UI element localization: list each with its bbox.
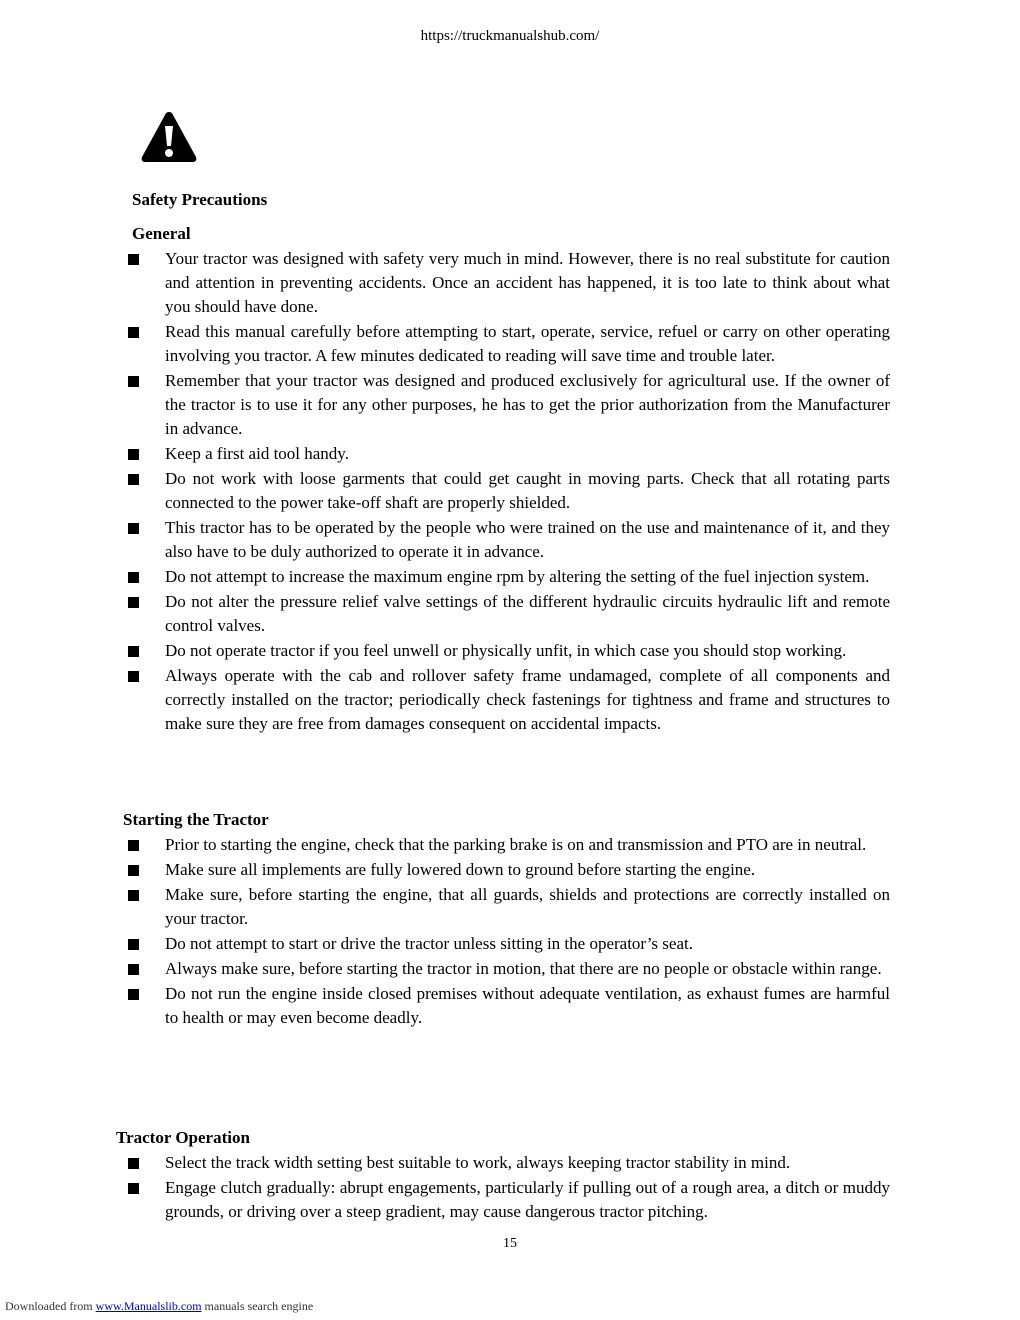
black-square-icon [128,376,139,387]
list-item: Make sure, before starting the engine, that all guards, shields and protections are correctly installed on your tractor. [120,883,890,931]
black-square-icon [128,1158,139,1169]
list-item: Your tractor was designed with safety very much in mind. However, there is no real substitute for caution and attention in preventing accidents. Once an accident has happened, it is too late to think about what you should have done. [120,247,890,319]
manualslib-link[interactable]: www.Manualslib.com [95,1299,202,1313]
black-square-icon [128,865,139,876]
black-square-icon [128,474,139,485]
black-square-icon [128,523,139,534]
list-item: Do not attempt to increase the maximum engine rpm by altering the setting of the fuel injection system. [120,565,890,589]
list-item: Do not attempt to start or drive the tractor unless sitting in the operator’s seat. [120,932,890,956]
list-item: Engage clutch gradually: abrupt engagements, particularly if pulling out of a rough area, a ditch or muddy grounds, or driving over a steep gradient, may cause dangerous tractor pitching. [120,1176,890,1224]
page-number: 15 [503,1236,517,1251]
list-item: Prior to starting the engine, check that the parking brake is on and transmission and PTO are in neutral. [120,833,890,857]
list-item: Do not operate tractor if you feel unwell or physically unfit, in which case you should stop working. [120,639,890,663]
operation-list [120,1151,890,1225]
black-square-icon [128,597,139,608]
footer [5,1299,313,1314]
operation-heading: Tractor Operation [116,1128,250,1147]
list-item: Do not alter the pressure relief valve settings of the different hydraulic circuits hydraulic lift and remote control valves. [120,590,890,638]
warning-triangle-icon [140,110,198,164]
page-title: Safety Precautions [132,190,268,209]
footer-suffix: manuals search engine [201,1299,314,1313]
footer-prefix: Downloaded from [5,1299,96,1313]
starting-list [120,833,890,1031]
list-item: Remember that your tractor was designed and produced exclusively for agricultural use. If the owner of the tractor is to use it for any other purposes, he has to get the prior authorization from the Manufacturer in advance. [120,369,890,441]
list-item: Always operate with the cab and rollover safety frame undamaged, complete of all components and correctly installed on the tractor; periodically check fastenings for tightness and frame and structures to make sure they are free from damages consequent on accidental impacts. [120,664,890,736]
starting-heading: Starting the Tractor [123,810,269,829]
header-url[interactable]: https://truckmanualshub.com/ [420,28,600,44]
black-square-icon [128,890,139,901]
list-item: Keep a first aid tool handy. [120,442,890,466]
list-item: Read this manual carefully before attempting to start, operate, service, refuel or carry on other operating involving you tractor. A few minutes dedicated to reading will save time and trouble later. [120,320,890,368]
black-square-icon [128,646,139,657]
list-item: Always make sure, before starting the tractor in motion, that there are no people or obstacle within range. [120,957,890,981]
general-list [120,247,890,737]
list-item: This tractor has to be operated by the people who were trained on the use and maintenance of it, and they also have to be duly authorized to operate it in advance. [120,516,890,564]
list-item: Do not run the engine inside closed premises without adequate ventilation, as exhaust fumes are harmful to health or may even become deadly. [120,982,890,1030]
list-item: Select the track width setting best suitable to work, always keeping tractor stability in mind. [120,1151,890,1175]
general-heading: General [132,224,191,243]
black-square-icon [128,449,139,460]
black-square-icon [128,572,139,583]
black-square-icon [128,671,139,682]
black-square-icon [128,989,139,1000]
black-square-icon [128,254,139,265]
black-square-icon [128,964,139,975]
list-item: Make sure all implements are fully lowered down to ground before starting the engine. [120,858,890,882]
list-item: Do not work with loose garments that could get caught in moving parts. Check that all rotating parts connected to the power take-off shaft are properly shielded. [120,467,890,515]
black-square-icon [128,1183,139,1194]
black-square-icon [128,939,139,950]
black-square-icon [128,840,139,851]
black-square-icon [128,327,139,338]
